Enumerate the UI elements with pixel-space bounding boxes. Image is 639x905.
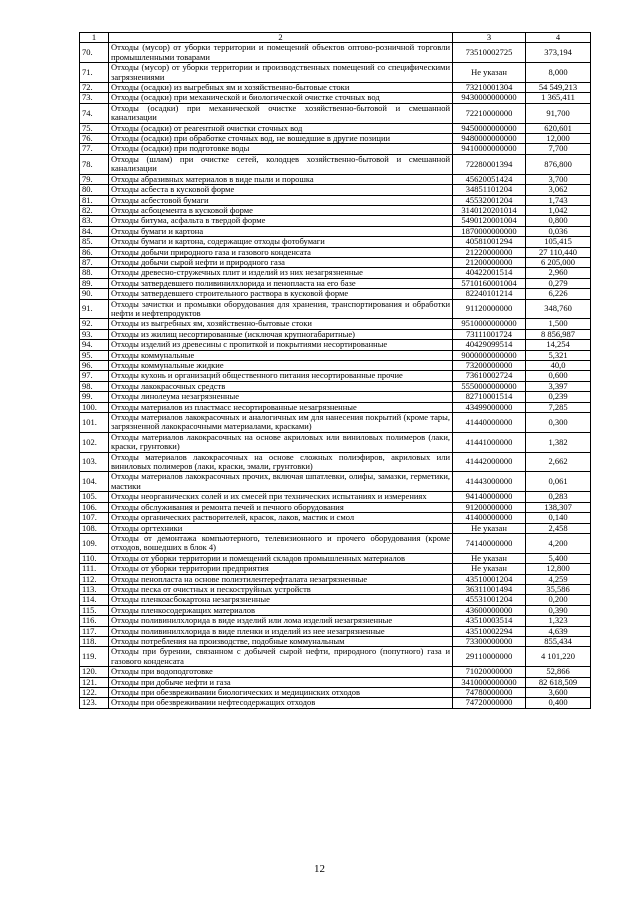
waste-code: Не указан [453, 63, 526, 83]
waste-amount: 8,000 [526, 63, 591, 83]
table-row [80, 247, 591, 257]
waste-amount: 620,601 [526, 123, 591, 133]
waste-name: Отходы (осадки) при механической очистке хозяйственно-бытовой и смешанной канализации [109, 103, 453, 123]
table-row [80, 626, 591, 636]
waste-amount: 1,500 [526, 319, 591, 329]
table-row [80, 584, 591, 594]
waste-amount: 52,866 [526, 667, 591, 677]
waste-name: Отходы (осадки) при механической и биологической очистке сточных вод [109, 93, 453, 103]
waste-code: 45532001204 [453, 195, 526, 205]
row-number: 101. [80, 413, 109, 433]
column-header-name: 2 [109, 33, 453, 43]
waste-amount: 876,800 [526, 154, 591, 174]
waste-amount: 1,743 [526, 195, 591, 205]
waste-name: Отходы пленкоасбокартона незагрязненные [109, 595, 453, 605]
waste-name: Отходы лакокрасочных средств [109, 381, 453, 391]
row-number: 113. [80, 584, 109, 594]
waste-code: 71020000000 [453, 667, 526, 677]
table-row [80, 688, 591, 698]
waste-name: Отходы древесно-стружечных плит и изделий из них незагрязненные [109, 268, 453, 278]
table-row [80, 226, 591, 236]
row-number: 86. [80, 247, 109, 257]
waste-code: 43510003514 [453, 616, 526, 626]
row-number: 104. [80, 472, 109, 492]
waste-name: Отходы материалов лакокрасочных на основе сложных полиэфиров, акриловых или виниловых полимеров (лаки, краски, эмали, грунтовки) [109, 452, 453, 472]
waste-amount: 91,700 [526, 103, 591, 123]
waste-amount: 6 205,000 [526, 257, 591, 267]
waste-name: Отходы пенопласта на основе полиэтилентерефталата незагрязненные [109, 574, 453, 584]
row-number: 85. [80, 237, 109, 247]
row-number: 105. [80, 492, 109, 502]
waste-code: 43499000000 [453, 402, 526, 412]
table-row [80, 647, 591, 667]
waste-name: Отходы от уборки территории и помещений складов промышленных материалов [109, 553, 453, 563]
waste-name: Отходы (осадки) из выгребных ям и хозяйственно-бытовые стоки [109, 83, 453, 93]
waste-name: Отходы битума, асфальта в твердой форме [109, 216, 453, 226]
waste-name: Отходы материалов лакокрасочных и аналогичных им для нанесения покрытий (кроме тары, загрязненной лакокрасочными материалами, красками) [109, 413, 453, 433]
waste-name: Отходы (осадки) при обработке сточных вод, не вошедшие в другие позиции [109, 134, 453, 144]
row-number: 75. [80, 123, 109, 133]
waste-code: 40429099514 [453, 340, 526, 350]
table-row [80, 299, 591, 319]
waste-code: 21200000000 [453, 257, 526, 267]
waste-amount: 14,254 [526, 340, 591, 350]
waste-code: 73200000000 [453, 361, 526, 371]
row-number: 114. [80, 595, 109, 605]
table-row [80, 289, 591, 299]
waste-code: 82240101214 [453, 289, 526, 299]
table-row [80, 329, 591, 339]
waste-amount: 4,200 [526, 533, 591, 553]
waste-amount: 0,300 [526, 413, 591, 433]
row-number: 78. [80, 154, 109, 174]
row-number: 119. [80, 647, 109, 667]
waste-name: Отходы при водоподготовке [109, 667, 453, 677]
waste-amount: 4,639 [526, 626, 591, 636]
table-row [80, 392, 591, 402]
row-number: 116. [80, 616, 109, 626]
waste-amount: 12,000 [526, 134, 591, 144]
row-number: 95. [80, 350, 109, 360]
waste-code: 1870000000000 [453, 226, 526, 236]
column-header-code: 3 [453, 33, 526, 43]
table-row [80, 350, 591, 360]
waste-code: 34851101204 [453, 185, 526, 195]
row-number: 117. [80, 626, 109, 636]
waste-amount: 0,061 [526, 472, 591, 492]
waste-code: 41442000000 [453, 452, 526, 472]
waste-code: 73510002725 [453, 43, 526, 63]
row-number: 80. [80, 185, 109, 195]
waste-code: 91120000000 [453, 299, 526, 319]
waste-amount: 0,800 [526, 216, 591, 226]
table-row [80, 616, 591, 626]
waste-table [79, 32, 591, 709]
table-row [80, 523, 591, 533]
row-number: 76. [80, 134, 109, 144]
row-number: 74. [80, 103, 109, 123]
table-row [80, 144, 591, 154]
waste-amount: 4 101,220 [526, 647, 591, 667]
waste-amount: 348,760 [526, 299, 591, 319]
row-number: 72. [80, 83, 109, 93]
table-row [80, 553, 591, 563]
waste-amount: 82 618,509 [526, 677, 591, 687]
table-row [80, 134, 591, 144]
waste-amount: 6,226 [526, 289, 591, 299]
table-row [80, 402, 591, 412]
waste-code: 9510000000000 [453, 319, 526, 329]
page-number: 12 [314, 863, 325, 875]
table-row [80, 268, 591, 278]
waste-code: Не указан [453, 564, 526, 574]
waste-name: Отходы неорганических солей и их смесей при технических испытаниях и измерениях [109, 492, 453, 502]
row-number: 103. [80, 452, 109, 472]
table-row [80, 83, 591, 93]
table-row [80, 361, 591, 371]
waste-amount: 0,140 [526, 513, 591, 523]
waste-amount: 8 856,987 [526, 329, 591, 339]
waste-name: Отходы добычи сырой нефти и природного газа [109, 257, 453, 267]
waste-amount: 0,283 [526, 492, 591, 502]
table-row [80, 185, 591, 195]
table-row [80, 513, 591, 523]
waste-code: 41440000000 [453, 413, 526, 433]
row-number: 77. [80, 144, 109, 154]
waste-name: Отходы органических растворителей, красок, лаков, мастик и смол [109, 513, 453, 523]
row-number: 89. [80, 278, 109, 288]
waste-amount: 3,397 [526, 381, 591, 391]
row-number: 84. [80, 226, 109, 236]
waste-amount: 54 549,213 [526, 83, 591, 93]
table-row [80, 677, 591, 687]
waste-code: 72210000000 [453, 103, 526, 123]
row-number: 109. [80, 533, 109, 553]
row-number: 120. [80, 667, 109, 677]
waste-amount: 7,285 [526, 402, 591, 412]
table-row [80, 154, 591, 174]
waste-name: Отходы зачистки и промывки оборудования для хранения, транспортирования и обработки нефти и нефтепродуктов [109, 299, 453, 319]
table-row [80, 257, 591, 267]
waste-code: 9430000000000 [453, 93, 526, 103]
row-number: 118. [80, 636, 109, 646]
waste-name: Отходы асбестовой бумаги [109, 195, 453, 205]
waste-amount: 3,062 [526, 185, 591, 195]
table-row [80, 237, 591, 247]
waste-name: Отходы (мусор) от уборки территории и помещений объектов оптово-розничной торговли промышленными товарами [109, 43, 453, 63]
table-row [80, 174, 591, 184]
row-number: 123. [80, 698, 109, 708]
waste-name: Отходы при добыче нефти и газа [109, 677, 453, 687]
table-row [80, 371, 591, 381]
waste-amount: 0,600 [526, 371, 591, 381]
table-row [80, 381, 591, 391]
waste-name: Отходы затвердевшего поливинилхлорида и пенопласта на его базе [109, 278, 453, 288]
row-number: 110. [80, 553, 109, 563]
row-number: 108. [80, 523, 109, 533]
waste-amount: 0,279 [526, 278, 591, 288]
waste-name: Отходы бумаги и картона [109, 226, 453, 236]
waste-name: Отходы абразивных материалов в виде пыли и порошка [109, 174, 453, 184]
table-row [80, 574, 591, 584]
waste-name: Отходы потребления на производстве, подобные коммунальным [109, 636, 453, 646]
table-row [80, 103, 591, 123]
table-row [80, 319, 591, 329]
waste-code: 73210001304 [453, 83, 526, 93]
waste-amount: 0,036 [526, 226, 591, 236]
row-number: 71. [80, 63, 109, 83]
waste-code: Не указан [453, 523, 526, 533]
waste-amount: 138,307 [526, 502, 591, 512]
table-row [80, 636, 591, 646]
waste-code: 3410000000000 [453, 677, 526, 687]
row-number: 99. [80, 392, 109, 402]
row-number: 97. [80, 371, 109, 381]
waste-name: Отходы от демонтажа компьютерного, телевизионного и прочего оборудования (кроме отходов, вошедших в блок 4) [109, 533, 453, 553]
waste-name: Отходы обслуживания и ремонта печей и печного оборудования [109, 502, 453, 512]
row-number: 111. [80, 564, 109, 574]
waste-code: 74780000000 [453, 688, 526, 698]
waste-code: 41443000000 [453, 472, 526, 492]
waste-code: 9000000000000 [453, 350, 526, 360]
table-row [80, 278, 591, 288]
waste-name: Отходы коммунальные [109, 350, 453, 360]
waste-name: Отходы поливинилхлорида в виде изделий или лома изделий незагрязненные [109, 616, 453, 626]
waste-code: 91200000000 [453, 502, 526, 512]
waste-name: Отходы коммунальные жидкие [109, 361, 453, 371]
waste-name: Отходы кухонь и организаций общественного питания несортированные прочие [109, 371, 453, 381]
row-number: 73. [80, 93, 109, 103]
row-number: 96. [80, 361, 109, 371]
waste-code: 43600000000 [453, 605, 526, 615]
waste-name: Отходы линолеума незагрязненные [109, 392, 453, 402]
waste-code: 45620051424 [453, 174, 526, 184]
waste-code: 41441000000 [453, 432, 526, 452]
waste-code: 5710160001004 [453, 278, 526, 288]
row-number: 70. [80, 43, 109, 63]
waste-code: 73300000000 [453, 636, 526, 646]
table-row [80, 123, 591, 133]
waste-name: Отходы при бурении, связанном с добычей сырой нефти, природного (попутного) газа и газового конденсата [109, 647, 453, 667]
waste-amount: 1,382 [526, 432, 591, 452]
waste-name: Отходы (осадки) при подготовке воды [109, 144, 453, 154]
waste-amount: 1 365,411 [526, 93, 591, 103]
waste-code: 5490120001004 [453, 216, 526, 226]
waste-amount: 105,415 [526, 237, 591, 247]
row-number: 91. [80, 299, 109, 319]
waste-amount: 2,458 [526, 523, 591, 533]
waste-name: Отходы добычи природного газа и газового конденсата [109, 247, 453, 257]
waste-code: 40581001294 [453, 237, 526, 247]
waste-amount: 0,200 [526, 595, 591, 605]
waste-name: Отходы пленкосодержащих материалов [109, 605, 453, 615]
row-number: 102. [80, 432, 109, 452]
table-row [80, 432, 591, 452]
row-number: 107. [80, 513, 109, 523]
waste-amount: 40,0 [526, 361, 591, 371]
row-number: 90. [80, 289, 109, 299]
waste-code: 21220000000 [453, 247, 526, 257]
waste-amount: 0,239 [526, 392, 591, 402]
waste-name: Отходы из жилищ несортированные (исключая крупногабаритные) [109, 329, 453, 339]
waste-amount: 5,400 [526, 553, 591, 563]
waste-code: 40422001514 [453, 268, 526, 278]
waste-name: Отходы (осадки) от реагентной очистки сточных вод [109, 123, 453, 133]
waste-name: Отходы изделий из древесины с пропиткой и покрытиями несортированные [109, 340, 453, 350]
row-number: 122. [80, 688, 109, 698]
table-row [80, 452, 591, 472]
row-number: 81. [80, 195, 109, 205]
waste-code: 9450000000000 [453, 123, 526, 133]
table-row [80, 667, 591, 677]
table-row [80, 605, 591, 615]
table-row [80, 63, 591, 83]
row-number: 98. [80, 381, 109, 391]
waste-amount: 0,390 [526, 605, 591, 615]
column-header-amount: 4 [526, 33, 591, 43]
waste-amount: 12,800 [526, 564, 591, 574]
table-row [80, 502, 591, 512]
waste-amount: 2,662 [526, 452, 591, 472]
waste-code: 5550000000000 [453, 381, 526, 391]
waste-name: Отходы асбеста в кусковой форме [109, 185, 453, 195]
table-row [80, 492, 591, 502]
waste-name: Отходы песка от очистных и пескоструйных устройств [109, 584, 453, 594]
waste-amount: 4,259 [526, 574, 591, 584]
waste-code: 45531001204 [453, 595, 526, 605]
waste-code: 43510001204 [453, 574, 526, 584]
waste-amount: 3,700 [526, 174, 591, 184]
waste-amount: 3,600 [526, 688, 591, 698]
table-row [80, 216, 591, 226]
waste-name: Отходы материалов из пластмасс несортированные незагрязненные [109, 402, 453, 412]
row-number: 106. [80, 502, 109, 512]
waste-name: Отходы из выгребных ям, хозяйственно-бытовые стоки [109, 319, 453, 329]
waste-code: 74140000000 [453, 533, 526, 553]
waste-amount: 27 110,440 [526, 247, 591, 257]
row-number: 121. [80, 677, 109, 687]
waste-code: 3140120201014 [453, 205, 526, 215]
waste-name: Отходы (мусор) от уборки территории и производственных помещений со специфическими загрязнениями [109, 63, 453, 83]
waste-name: Отходы бумаги и картона, содержащие отходы фотобумаги [109, 237, 453, 247]
table-row [80, 413, 591, 433]
table-row [80, 340, 591, 350]
row-number: 100. [80, 402, 109, 412]
table-row [80, 195, 591, 205]
waste-amount: 373,194 [526, 43, 591, 63]
waste-code: 9480000000000 [453, 134, 526, 144]
row-number: 79. [80, 174, 109, 184]
table-row [80, 533, 591, 553]
waste-name: Отходы материалов лакокрасочных прочих, включая шпатлевки, олифы, замазки, герметики, мастики [109, 472, 453, 492]
waste-name: Отходы затвердевшего строительного раствора в кусковой форме [109, 289, 453, 299]
row-number: 92. [80, 319, 109, 329]
row-number: 87. [80, 257, 109, 267]
waste-code: 82710001514 [453, 392, 526, 402]
waste-amount: 855,434 [526, 636, 591, 646]
waste-name: Отходы от уборки территории предприятия [109, 564, 453, 574]
waste-code: 29110000000 [453, 647, 526, 667]
waste-amount: 35,586 [526, 584, 591, 594]
table-row [80, 93, 591, 103]
table-row [80, 564, 591, 574]
waste-code: 72280001394 [453, 154, 526, 174]
waste-code: 74720000000 [453, 698, 526, 708]
waste-amount: 1,042 [526, 205, 591, 215]
row-number: 83. [80, 216, 109, 226]
waste-code: 41400000000 [453, 513, 526, 523]
waste-amount: 2,960 [526, 268, 591, 278]
table-row [80, 595, 591, 605]
waste-code: 36311001494 [453, 584, 526, 594]
waste-code: Не указан [453, 553, 526, 563]
row-number: 88. [80, 268, 109, 278]
row-number: 115. [80, 605, 109, 615]
header-row [80, 33, 591, 43]
waste-name: Отходы при обезвреживании нефтесодержащих отходов [109, 698, 453, 708]
waste-code: 9410000000000 [453, 144, 526, 154]
waste-amount: 5,321 [526, 350, 591, 360]
table-row [80, 472, 591, 492]
waste-code: 73111001724 [453, 329, 526, 339]
waste-name: Отходы поливинилхлорида в виде пленки и изделий из нее незагрязненные [109, 626, 453, 636]
waste-amount: 0,400 [526, 698, 591, 708]
column-header-number: 1 [80, 33, 109, 43]
waste-name: Отходы при обезвреживании биологических и медицинских отходов [109, 688, 453, 698]
waste-code: 94140000000 [453, 492, 526, 502]
waste-code: 43510002294 [453, 626, 526, 636]
row-number: 93. [80, 329, 109, 339]
waste-name: Отходы материалов лакокрасочных на основе акриловых или виниловых полимеров (лаки, краски, грунтовки) [109, 432, 453, 452]
waste-name: Отходы (шлам) при очистке сетей, колодцев хозяйственно-бытовой и смешанной канализации [109, 154, 453, 174]
table-row [80, 43, 591, 63]
waste-name: Отходы оргтехники [109, 523, 453, 533]
row-number: 82. [80, 205, 109, 215]
waste-amount: 1,323 [526, 616, 591, 626]
table-body [80, 43, 591, 708]
table-row [80, 205, 591, 215]
waste-amount: 7,700 [526, 144, 591, 154]
waste-name: Отходы асбоцемента в кусковой форме [109, 205, 453, 215]
row-number: 112. [80, 574, 109, 584]
row-number: 94. [80, 340, 109, 350]
waste-code: 73610002724 [453, 371, 526, 381]
table-row [80, 698, 591, 708]
